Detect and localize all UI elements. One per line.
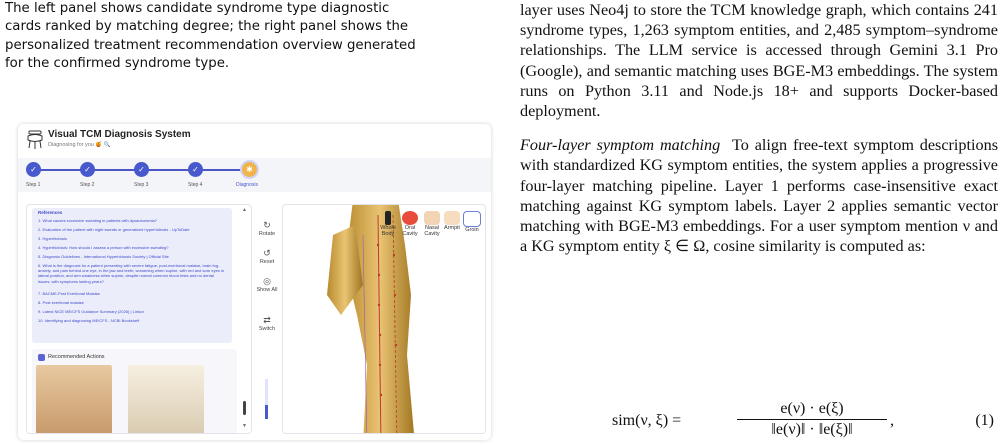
zoom-slider[interactable] <box>265 379 268 419</box>
view-armpit[interactable] <box>441 211 463 231</box>
reference-link[interactable]: 6. What is the diagnosis for a patient presenting with severe fatigue, post-exertional malaise, brain fog, anxiety, and pain behind one eye, in the jaw and teeth, worsening when supine, with red and sore eyes in lateral position, and arm weakness when supine, despite normal common blood tests and no dental issues, with symptoms lasting years? <box>38 263 225 284</box>
app-header <box>18 124 491 156</box>
reference-link[interactable]: 5. Diagnosis Guidelines - International Hyperhidrosis Society | Official Site <box>38 254 169 259</box>
view-label: Armpit <box>444 225 460 231</box>
show-all-button[interactable] <box>254 276 280 293</box>
caption-line: for the confirmed syndrome type. <box>5 56 230 72</box>
references-heading: References <box>38 210 63 215</box>
step-4-label: Step 4 <box>188 182 203 188</box>
body-3d-viewer[interactable] <box>282 204 486 434</box>
rotate-label: Rotate <box>258 231 276 237</box>
switch-button[interactable] <box>254 315 280 332</box>
result-panel <box>26 204 252 434</box>
reference-link[interactable]: 10. Identifying and diagnosing ME/CFS - NCBI Bookshelf <box>38 318 140 323</box>
show-all-label: Show All <box>256 287 278 293</box>
view-label: Whole Body <box>380 225 396 237</box>
recommended-actions <box>32 349 237 433</box>
step-2-check-icon[interactable]: ✓ <box>80 162 95 177</box>
rotate-icon: ↻ <box>263 220 271 230</box>
reference-link[interactable]: 3. Hyperhidrosis <box>38 236 67 241</box>
recommended-actions-title: Recommended Actions <box>48 354 105 360</box>
diagnosis-stepper <box>18 158 491 192</box>
diagnosis-step-label: Diagnosis <box>236 182 258 188</box>
reset-button[interactable] <box>254 248 280 265</box>
reference-link[interactable]: 4. Hyperhidrosis: How should I assess a person with excessive sweating? <box>38 245 169 250</box>
view-label: Groin <box>465 227 479 233</box>
scroll-thumb[interactable] <box>243 401 246 415</box>
reference-link[interactable]: 8. Post exertional malaise <box>38 300 84 305</box>
caption-line: personalized treatment recommendation overview generated <box>5 37 416 53</box>
equation-denominator: ‖e(ν)‖ · ‖e(ξ)‖ <box>771 421 853 438</box>
equation-comma: , <box>890 412 894 429</box>
scroll-up-icon[interactable]: ▲ <box>242 207 247 213</box>
view-nasal-cavity[interactable] <box>421 211 443 237</box>
diagnosis-step-icon[interactable]: ✱ <box>240 160 259 179</box>
equation-numerator: e(ν) · e(ξ) <box>737 400 887 420</box>
equation-fraction <box>737 400 887 439</box>
viewer-toolbar <box>254 220 276 390</box>
view-label: Nasal Cavity <box>424 225 440 237</box>
reference-link[interactable]: 1. What causes excessive sweating in patients with dysautonomia? <box>38 218 157 223</box>
reference-link[interactable]: 9. Latest NICE ME/CFS Guidance Summary (2026) | Linkcx <box>38 309 144 314</box>
reset-icon: ↺ <box>263 248 271 258</box>
eye-icon: ◎ <box>263 276 271 286</box>
whole-body-icon <box>385 211 391 225</box>
reset-label: Reset <box>259 259 275 265</box>
view-groin[interactable] <box>461 211 483 233</box>
groin-icon <box>463 211 481 227</box>
reference-link[interactable]: 7. BACME-Post Exertional Malaise <box>38 291 100 296</box>
system-screenshot-figure <box>18 124 491 440</box>
reference-link[interactable]: 2. Evaluation of the patient with night sweats or generalized hyperhidrosis - UpToDate <box>38 227 190 232</box>
equation-1 <box>520 400 998 440</box>
rotate-button[interactable] <box>254 220 280 237</box>
switch-label: Switch <box>258 326 276 332</box>
scrollbar[interactable] <box>241 205 249 433</box>
equation-lhs: sim(ν, ξ) = <box>612 412 682 429</box>
references-list <box>32 208 232 343</box>
step-1-check-icon[interactable]: ✓ <box>26 162 41 177</box>
nose-icon <box>424 211 440 225</box>
equation-number: (1) <box>975 412 994 429</box>
body-text-column <box>520 0 998 256</box>
switch-icon: ⇄ <box>263 315 271 325</box>
step-2-label: Step 2 <box>80 182 95 188</box>
step-3-label: Step 3 <box>134 182 149 188</box>
actions-icon <box>38 354 45 361</box>
section-heading: Four-layer symptom matching <box>520 136 721 155</box>
tcm-logo-icon <box>26 130 44 150</box>
armpit-icon <box>444 211 460 225</box>
caption-line: cards ranked by matching degree; the right panel shows the <box>5 19 409 35</box>
action-illustration-image <box>128 365 204 434</box>
mouth-icon <box>402 211 418 225</box>
view-label: Oral Cavity <box>402 225 418 237</box>
app-subtitle: Diagnosing for you 🍯 🔍 <box>48 142 111 148</box>
zoom-slider-fill <box>265 405 268 419</box>
view-oral-cavity[interactable] <box>399 211 421 237</box>
figure-caption <box>5 0 497 74</box>
paragraph-text: To align free-text symptom descriptions with standardized KG symptom entities, the system applies a progressive four-layer matching pipeline. Layer 1 performs case-insensitive exact matching against KG symptom labels. Layer 2 applies semantic vector matching with BGE-M3 embeddings. For a user symptom mention ν and a KG symptom entity ξ ∈ Ω, cosine similarity is computed as: <box>520 136 999 256</box>
step-3-check-icon[interactable]: ✓ <box>134 162 149 177</box>
scroll-down-icon[interactable]: ▼ <box>242 423 247 429</box>
caption-line: The left panel shows candidate syndrome type diagnostic <box>5 1 390 16</box>
step-1-label: Step 1 <box>26 182 41 188</box>
paragraph <box>520 135 998 256</box>
body-region-selector <box>379 211 485 251</box>
action-illustration-image <box>36 365 112 434</box>
view-whole-body[interactable] <box>377 211 399 237</box>
step-4-check-icon[interactable]: ✓ <box>188 162 203 177</box>
paragraph: layer uses Neo4j to store the TCM knowledge graph, which contains 241 syndrome types, 1,263 symptom entities, and 2,485 symptom–syndrome relationships. The LLM service is accessed through Gemini 3.1 Pro (Google), and semantic matching uses BGE-M3 embeddings. The system runs on Python 3.11 and Node.js 18+ and supports Docker-based deployment. <box>520 1 998 121</box>
app-title: Visual TCM Diagnosis System <box>48 129 191 140</box>
